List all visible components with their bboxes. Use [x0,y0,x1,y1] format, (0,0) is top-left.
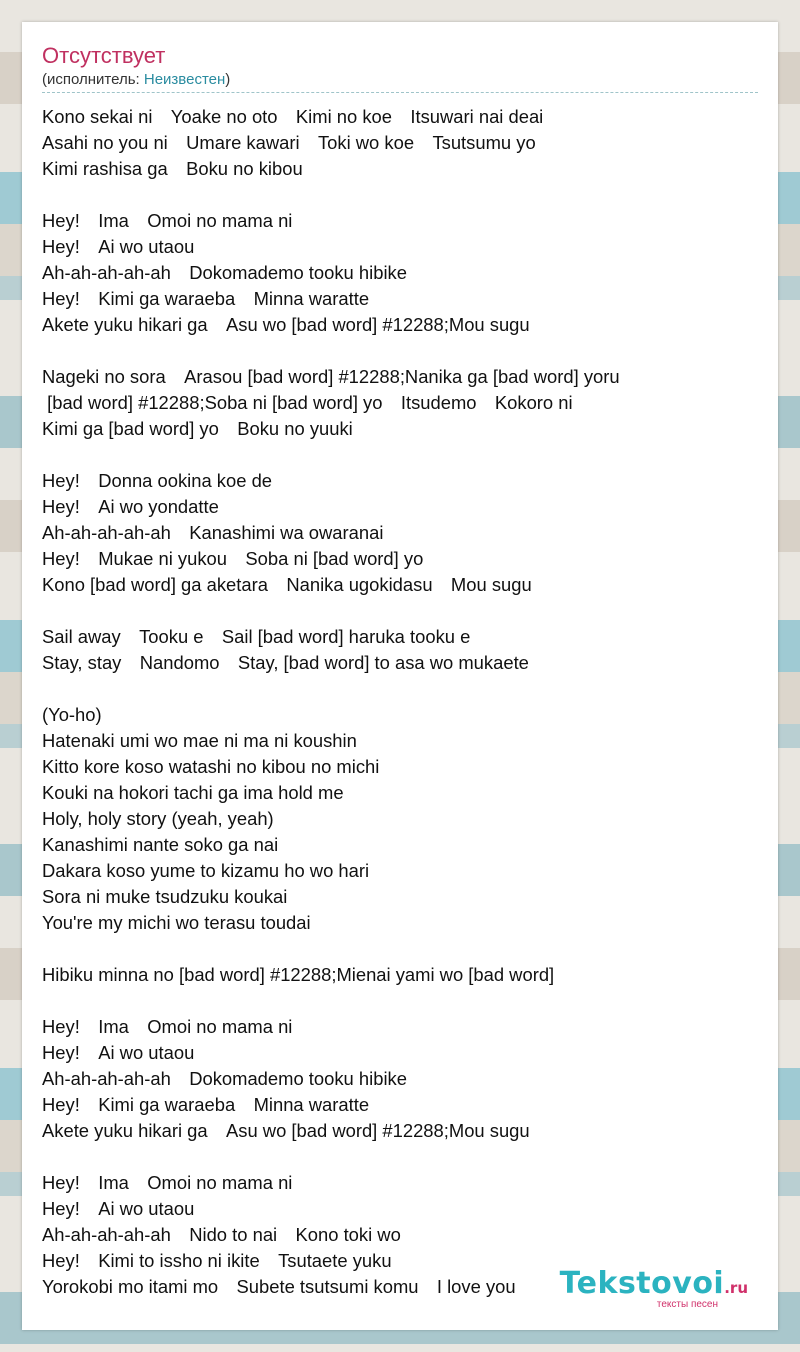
logo-tld: .ru [724,1279,748,1297]
logo-tagline: тексты песен [656,1299,718,1310]
lyrics-text: Kono sekai ni Yoake no oto Kimi no koe Itsuwari nai deai Asahi no you ni Umare kawari Toki wo koe Tsutsumu yo Kimi rashisa ga Boku no kibou Hey! Ima Omoi no mama ni Hey! Ai wo utaou Ah-ah-ah-ah-ah Dokomademo tooku hibike Hey! Kimi ga waraeba Minna waratte Akete yuku hikari ga Asu wo [bad word] #12288;Mou sugu Nageki no sora Arasou [bad word] #12288;Nanika ga [bad word] yoru [bad word] #12288;Soba ni [bad word] yo Itsudemo Kokoro ni Kimi ga [bad word] yo Boku no yuuki Hey! Donna ookina koe de Hey! Ai wo yondatte Ah-ah-ah-ah-ah Kanashimi wa owaranai Hey! Mukae ni yukou Soba ni [bad word] yo Kono [bad word] ga aketara Nanika ugokidasu Mou sugu Sail away Tooku e Sail [bad word] haruka tooku e Stay, stay Nandomo Stay, [bad word] to asa wo mukaete (Yo-ho) Hatenaki umi wo mae ni ma ni koushin Kitto kore koso watashi no kibou no michi Kouki na hokori tachi ga ima hold me Holy, holy story (yeah, yeah) Kanashimi nante soko ga nai Dakara koso yume to kizamu ho wo hari Sora ni muke tsudzuku koukai You're my michi wo terasu toudai Hibiku minna no [bad word] #12288;Mienai yami wo [bad word] Hey! Ima Omoi no mama ni Hey! Ai wo utaou Ah-ah-ah-ah-ah Dokomademo tooku hibike Hey! Kimi ga waraeba Minna waratte Akete yuku hikari ga Asu wo [bad word] #12288;Mou sugu Hey! Ima Omoi no mama ni Hey! Ai wo utaou Ah-ah-ah-ah-ah Nido to nai Kono toki wo Hey! Kimi to issho ni ikite Tsutaete yuku Yorokobi mo itami mo Subete tsutsumi komu I love you [42,106,620,1297]
song-header [42,42,758,93]
artist-line [42,70,758,90]
site-logo[interactable] [559,1266,748,1310]
artist-link[interactable]: Неизвестен [143,71,226,88]
lyrics-card [22,22,778,1330]
artist-suffix: ) [225,71,231,88]
artist-prefix: (исполнитель: [42,71,144,88]
logo-name: Tekstovoi [559,1266,725,1301]
song-title: Отсутствует [42,43,166,68]
